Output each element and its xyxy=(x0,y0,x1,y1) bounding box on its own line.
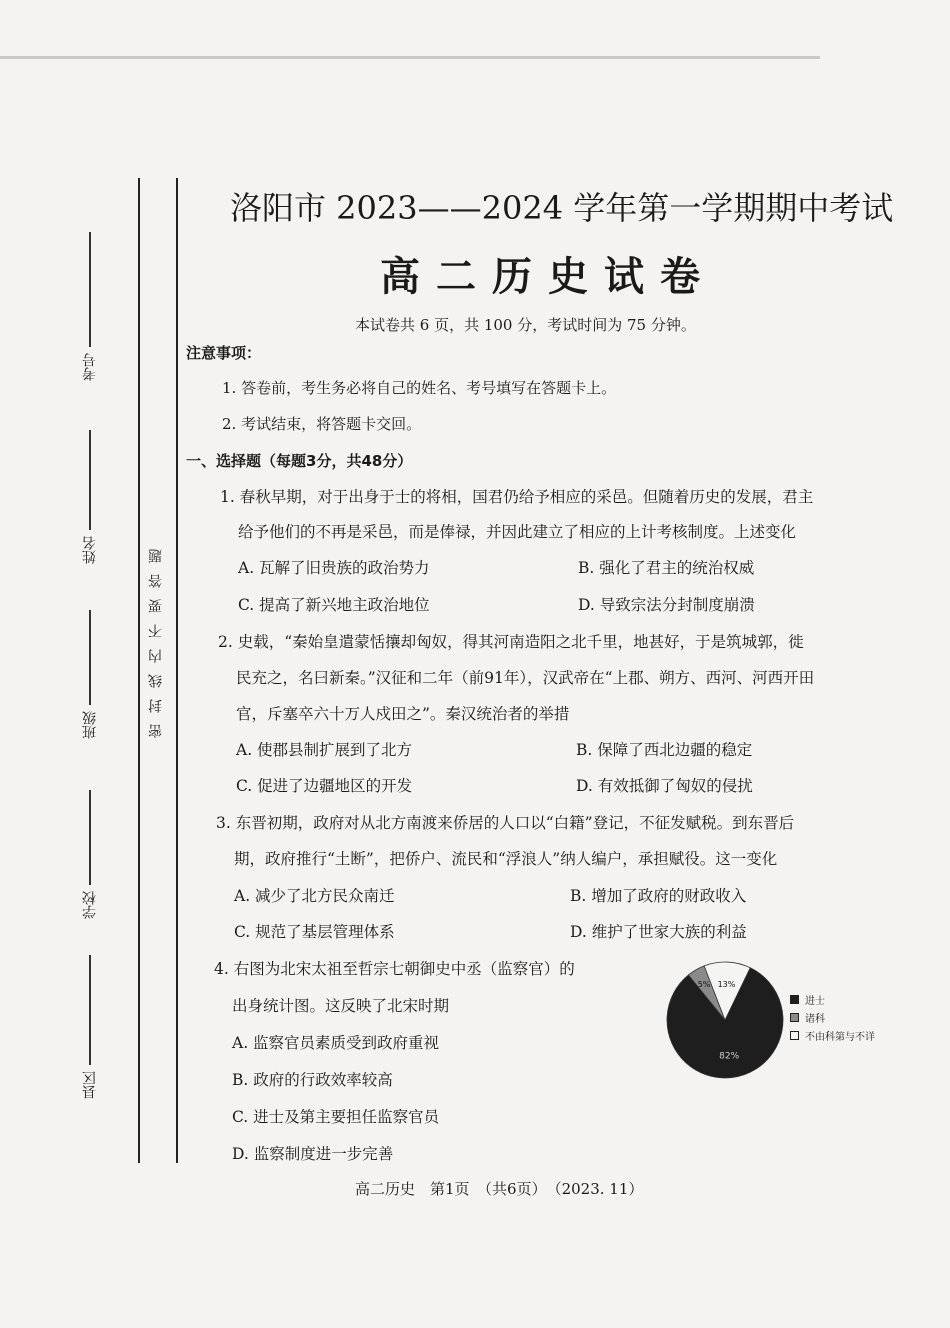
q1-stem-line: 1. 春秋早期，对于出身于士的将相，国君仍给予相应的采邑。但随着历史的发展，君主 xyxy=(220,488,814,506)
q4-option-d[interactable]: D. 监察制度进一步完善 xyxy=(232,1145,394,1163)
class-field[interactable] xyxy=(70,610,110,739)
legend-item xyxy=(790,990,875,1008)
pie-label-2: 13% xyxy=(717,980,736,990)
q2-option-b[interactable]: B. 保障了西北边疆的稳定 xyxy=(576,741,753,759)
scan-edge-line xyxy=(0,56,820,59)
q4-option-a[interactable]: A. 监察官员素质受到政府重视 xyxy=(232,1034,440,1052)
district-field[interactable] xyxy=(70,955,110,1099)
school-field[interactable] xyxy=(70,790,110,919)
q2-option-c[interactable]: C. 促进了边疆地区的开发 xyxy=(236,777,413,795)
name-field[interactable] xyxy=(70,430,110,564)
q1-option-b[interactable]: B. 强化了君主的统治权威 xyxy=(578,559,755,577)
legend-swatch xyxy=(790,1031,799,1040)
pie-label-0: 82% xyxy=(719,1051,740,1062)
q3-option-b[interactable]: B. 增加了政府的财政收入 xyxy=(570,887,747,905)
q1-option-d[interactable]: D. 导致宗法分封制度崩溃 xyxy=(578,596,755,614)
legend-swatch xyxy=(790,995,799,1004)
seal-note: 密封线内不要答题 xyxy=(148,538,164,738)
pie-label-1: 5% xyxy=(697,979,711,989)
school-label: 学校 xyxy=(82,891,98,919)
school-underline xyxy=(89,790,91,885)
q3-stem-line: 3. 东晋初期，政府对从北方南渡来侨居的人口以“白籍”登记，不征发赋税。到东晋后 xyxy=(216,814,795,832)
q3-stem-line: 期，政府推行“土断”，把侨户、流民和“浮浪人”纳人编户，承担赋役。这一变化 xyxy=(234,850,778,868)
pie-legend xyxy=(790,990,875,1044)
notice-item: 2. 考试结束，将答题卡交回。 xyxy=(222,415,422,433)
legend-item xyxy=(790,1008,875,1026)
q4-stem-line: 4. 右图为北宋太祖至哲宗七朝御史中丞（监察官）的 xyxy=(214,960,575,978)
q1-option-a[interactable]: A. 瓦解了旧贵族的政治势力 xyxy=(238,559,430,577)
q3-option-d[interactable]: D. 维护了世家大族的利益 xyxy=(570,923,747,941)
exam-number-label: 考号 xyxy=(82,353,98,381)
legend-item xyxy=(790,1026,875,1044)
binding-line-inner xyxy=(176,178,178,1163)
q1-option-c[interactable]: C. 提高了新兴地主政治地位 xyxy=(238,596,430,614)
district-label: 县区 xyxy=(82,1071,98,1099)
notice-heading: 注意事项： xyxy=(186,344,262,362)
q4-stem-line: 出身统计图。这反映了北宋时期 xyxy=(232,997,450,1015)
q4-option-b[interactable]: B. 政府的行政效率较高 xyxy=(232,1071,393,1089)
q3-option-a[interactable]: A. 减少了北方民众南迁 xyxy=(234,887,395,905)
page-footer: 高二历史 第1页 （共6页） （2023. 11） xyxy=(355,1180,644,1198)
q2-stem-line: 官，斥塞卒六十万人戍田之”。秦汉统治者的举措 xyxy=(236,705,570,723)
class-underline xyxy=(89,610,91,705)
q1-stem-line: 给予他们的不再是采邑，而是俸禄，并因此建立了相应的上计考核制度。上述变化 xyxy=(238,523,797,541)
paper-info: 本试卷共 6 页，共 100 分，考试时间为 75 分钟。 xyxy=(355,316,696,334)
section-heading: 一、选择题（每题3分，共48分） xyxy=(186,452,413,470)
q2-option-a[interactable]: A. 使郡县制扩展到了北方 xyxy=(236,741,413,759)
q2-stem-line: 2. 史载，“秦始皇遣蒙恬攘却匈奴，得其河南造阳之北千里，地甚好，于是筑城郭，徙 xyxy=(218,633,804,651)
q4-option-c[interactable]: C. 进士及第主要担任监察官员 xyxy=(232,1108,440,1126)
pie-chart-svg xyxy=(660,955,790,1085)
q2-option-d[interactable]: D. 有效抵御了匈奴的侵扰 xyxy=(576,777,753,795)
exam-number-field[interactable] xyxy=(70,232,110,381)
legend-label: 不由科第与不详 xyxy=(805,1031,875,1043)
notice-item: 1. 答卷前，考生务必将自己的姓名、考号填写在答题卡上。 xyxy=(222,379,617,397)
exam-number-underline xyxy=(89,232,91,347)
q2-stem-line: 民充之，名曰新秦。”汉征和二年（前91年），汉武帝在“上郡、朔方、西河、河西开田 xyxy=(236,669,815,687)
paper-title: 高二历史试卷 xyxy=(380,253,716,300)
legend-label: 进士 xyxy=(805,995,825,1007)
exam-title: 洛阳市 2023——2024 学年第一学期期中考试 xyxy=(230,189,894,227)
legend-swatch xyxy=(790,1013,799,1022)
name-underline xyxy=(89,430,91,530)
name-label: 姓名 xyxy=(82,536,98,564)
legend-label: 诸科 xyxy=(805,1013,825,1025)
class-label: 班级 xyxy=(82,711,98,739)
binding-line-outer xyxy=(138,178,140,1163)
district-underline xyxy=(89,955,91,1065)
q3-option-c[interactable]: C. 规范了基层管理体系 xyxy=(234,923,395,941)
